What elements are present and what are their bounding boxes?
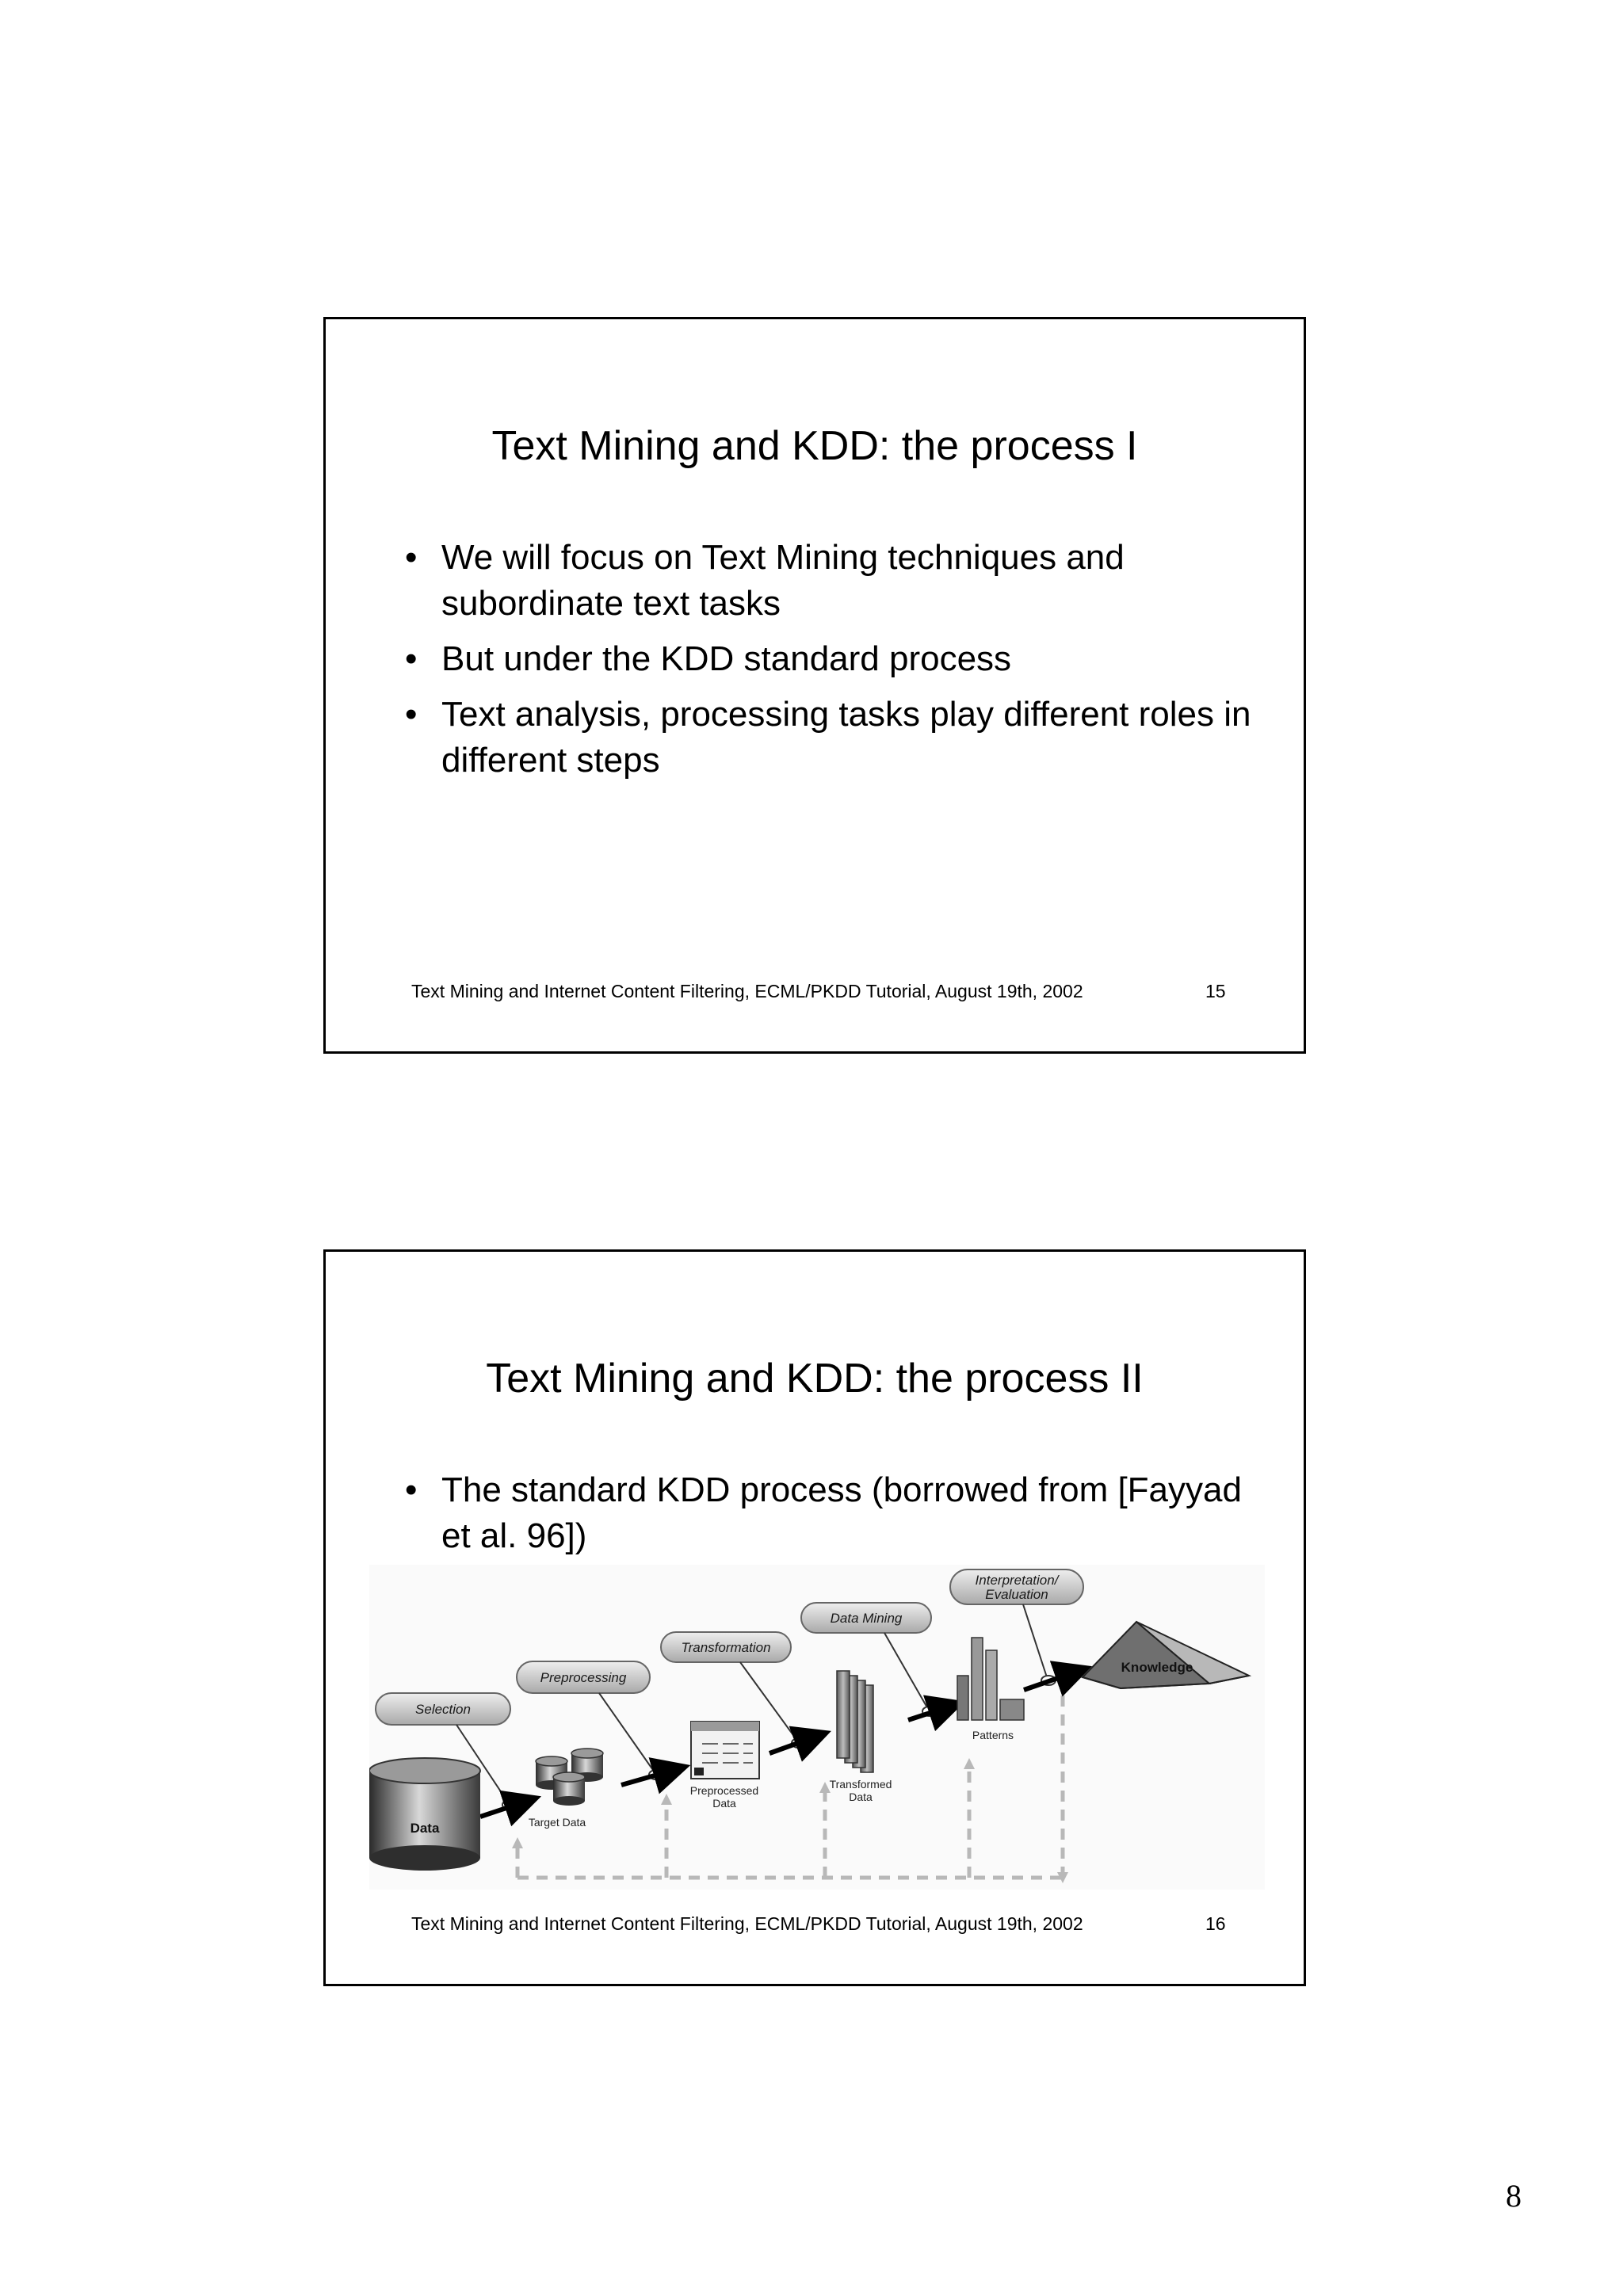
data-cylinder (369, 1758, 480, 1871)
step-label: Selection (415, 1702, 471, 1717)
step-label: Data Mining (830, 1611, 903, 1626)
slide-title: Text Mining and KDD: the process I (491, 423, 1138, 469)
slide-footer: Text Mining and Internet Content Filtering, ECML/PKDD Tutorial, August 19th, 2002 (411, 1913, 1083, 1934)
transformed-label: Transformed (829, 1778, 892, 1791)
step-transformation (661, 1632, 791, 1662)
target-data-label: Target Data (528, 1816, 586, 1829)
slide-title: Text Mining and KDD: the process II (486, 1356, 1144, 1402)
bullet-marker: • (405, 639, 418, 678)
transformed-label: Data (849, 1791, 873, 1803)
step-selection (376, 1693, 510, 1725)
slide-15 (323, 317, 1306, 1054)
preprocessed-data-table (690, 1722, 759, 1810)
bullet-item (405, 636, 1256, 682)
step-preprocessing (517, 1661, 650, 1693)
slide-number: 16 (1205, 1913, 1226, 1934)
bullet-text: The standard KDD process (borrowed from [Fayyad et al. 96]) (441, 1470, 1242, 1555)
step-label: Evaluation (985, 1587, 1048, 1602)
slide-footer: Text Mining and Internet Content Filtering, ECML/PKDD Tutorial, August 19th, 2002 (411, 981, 1083, 1001)
bullet-list (405, 535, 1256, 793)
bullet-marker: • (405, 1470, 418, 1509)
bullet-text: We will focus on Text Mining techniques and subordinate text tasks (441, 538, 1125, 623)
bullet-item (405, 535, 1256, 627)
patterns-label: Patterns (972, 1729, 1014, 1741)
bullet-text: But under the KDD standard process (441, 639, 1012, 678)
bullet-text: Text analysis, processing tasks play different roles in different steps (441, 695, 1251, 780)
slide-number: 15 (1205, 981, 1226, 1001)
bullet-marker: • (405, 695, 418, 734)
step-data-mining (801, 1603, 931, 1633)
step-label: Transformation (681, 1640, 771, 1655)
bullet-item (405, 692, 1256, 784)
step-label: Interpretation/ (975, 1573, 1059, 1588)
bullet-list (405, 1467, 1256, 1569)
slide-16 (323, 1249, 1306, 1986)
kdd-process-diagram (369, 1565, 1265, 1890)
preprocessed-label: Preprocessed (689, 1784, 759, 1797)
knowledge-label: Knowledge (1121, 1660, 1193, 1675)
preprocessed-label: Data (712, 1797, 736, 1810)
bullet-marker: • (405, 538, 418, 577)
step-label: Preprocessing (540, 1670, 627, 1685)
page-number: 8 (1506, 2178, 1522, 2214)
step-interpretation-evaluation (950, 1569, 1083, 1604)
data-label: Data (410, 1821, 440, 1836)
bullet-item (405, 1467, 1256, 1559)
